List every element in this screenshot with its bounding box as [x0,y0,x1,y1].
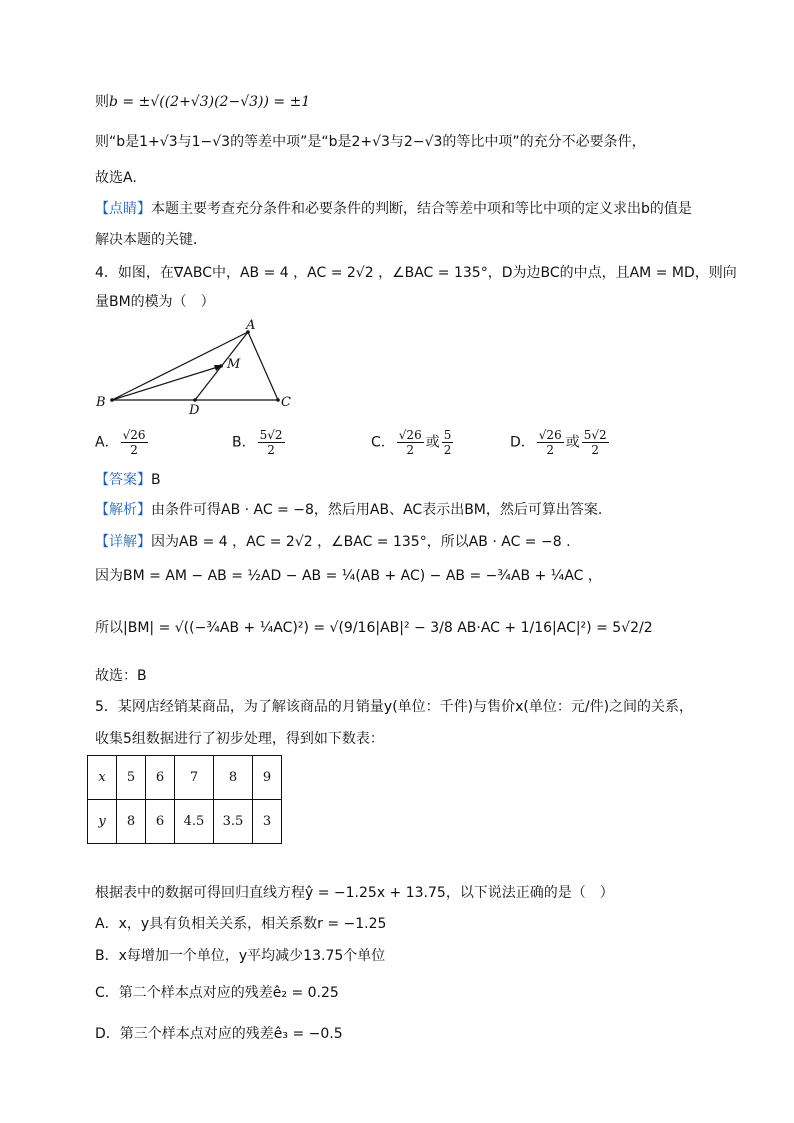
fraction [582,428,609,457]
denominator: 2 [443,443,452,457]
fraction [397,428,424,457]
fraction [121,428,148,457]
q4-option-b [232,428,287,457]
q4-detail-1 [95,532,571,552]
table-cell: 8 [117,800,146,844]
denominator: 2 [546,443,555,457]
table-cell: 9 [253,756,282,800]
q4-analysis [95,500,602,520]
triangle-figure [90,318,300,418]
dianjing-tag: 【点睛】 [95,201,151,217]
table-cell: y [88,800,117,844]
table-cell: 6 [146,756,175,800]
q5-option-d: D．第三个样本点对应的残差ê₃ = −0.5 [95,1026,343,1042]
q5-option-b: B．x每增加一个单位，y平均减少13.75个单位 [95,948,386,964]
q4-detail-3: 所以|BM| = √((−¾AB + ¼AC)²) = √(9/16|AB|² − 3/8 AB·AC + 1/16|AC|²) = 5√2/2 [95,620,653,636]
q4-option-a [95,428,150,457]
q4-stem-line-1: 4．如图，在∇ABC中，AB = 4 ，AC = 2√2 ，∠BAC = 135°，D为边BC的中点，且AM = MD，则向 [95,265,737,281]
q4-answer [95,470,161,490]
option-label: D． [510,434,535,451]
q4-option-c [371,428,455,457]
label-a: A [246,318,256,333]
q4-choose: 故选：B [95,668,147,684]
q5-option-a: A．x，y具有负相关关系，相关系数r = −1.25 [95,916,387,932]
table-cell: 5 [117,756,146,800]
segment-ac [248,332,278,400]
denominator: 2 [406,443,415,457]
q5-stem-line-2: 收集5组数据进行了初步处理，得到如下数表： [95,731,384,747]
numerator: 5√2 [259,428,283,442]
numerator: √26 [122,428,146,442]
table-cell: 7 [175,756,214,800]
detail-tag: 【详解】 [95,534,151,550]
q4-stem-line-2: 量BM的模为（ ） [95,294,215,310]
denominator: 2 [267,443,275,457]
fraction [258,428,285,457]
q5-stem-line-3: 根据表中的数据可得回归直线方程ŷ = −1.25x + 13.75，以下说法正确的是（ ） [95,885,614,901]
option-label: A． [95,434,119,451]
table-cell: 4.5 [175,800,214,844]
q5-option-c: C．第二个样本点对应的残差ê₂ = 0.25 [95,985,339,1001]
denominator: 2 [130,443,138,457]
label-m: M [227,357,241,372]
data-table [87,755,282,844]
label-d: D [189,403,200,418]
table-cell: 3.5 [214,800,253,844]
answer-tag: 【答案】 [95,472,151,488]
fraction [442,428,454,457]
dianjing-text: 本题主要考查充分条件和必要条件的判断，结合等差中项和等比中项的定义求出b的值是 [151,201,692,217]
analysis-tag: 【解析】 [95,502,151,518]
solution-line-1 [95,92,310,112]
table-row [88,800,282,844]
numerator: 5 [443,428,452,442]
numerator: 5√2 [583,428,607,442]
table-cell: 6 [146,800,175,844]
solution-line-3: 故选A. [95,170,137,186]
numerator: √26 [538,428,562,442]
table-cell: 3 [253,800,282,844]
table-cell: 8 [214,756,253,800]
analysis-text: 由条件可得AB · AC = −8，然后用AB、AC表示出BM，然后可算出答案. [151,502,603,518]
line-prefix: 则 [95,94,109,110]
or-text: 或 [425,434,440,451]
q4-option-d [510,428,611,457]
numerator: √26 [398,428,422,442]
detail-text: 因为AB = 4 ，AC = 2√2 ，∠BAC = 135°，所以AB · AC = −8 . [151,534,571,550]
q5-stem-line-1: 5．某网店经销某商品，为了解该商品的月销量y(单位：千件)与售价x(单位：元/件)之间的关系， [95,699,694,715]
or-text: 或 [565,434,580,451]
dianjing-line-1 [95,199,692,219]
table-row [88,756,282,800]
denominator: 2 [591,443,599,457]
q4-detail-2: 因为BM = AM − AB = ½AD − AB = ¼(AB + AC) − AB = −¾AB + ¼AC ， [95,568,602,584]
label-c: C [281,395,291,410]
option-label: B． [232,434,256,451]
solution-line-2: 则“b是1+√3与1−√3的等差中项”是“b是2+√3与2−√3的等比中项”的充分不必要条件， [95,134,646,150]
dianjing-line-2: 解决本题的关键． [95,232,207,248]
table-cell: x [88,756,117,800]
vector-bm [112,366,221,400]
label-b: B [96,395,106,410]
answer-value: B [151,472,161,488]
math-expression: b = ±√((2+√3)(2−√3)) = ±1 [109,94,311,110]
option-label: C． [371,434,395,451]
fraction [537,428,564,457]
